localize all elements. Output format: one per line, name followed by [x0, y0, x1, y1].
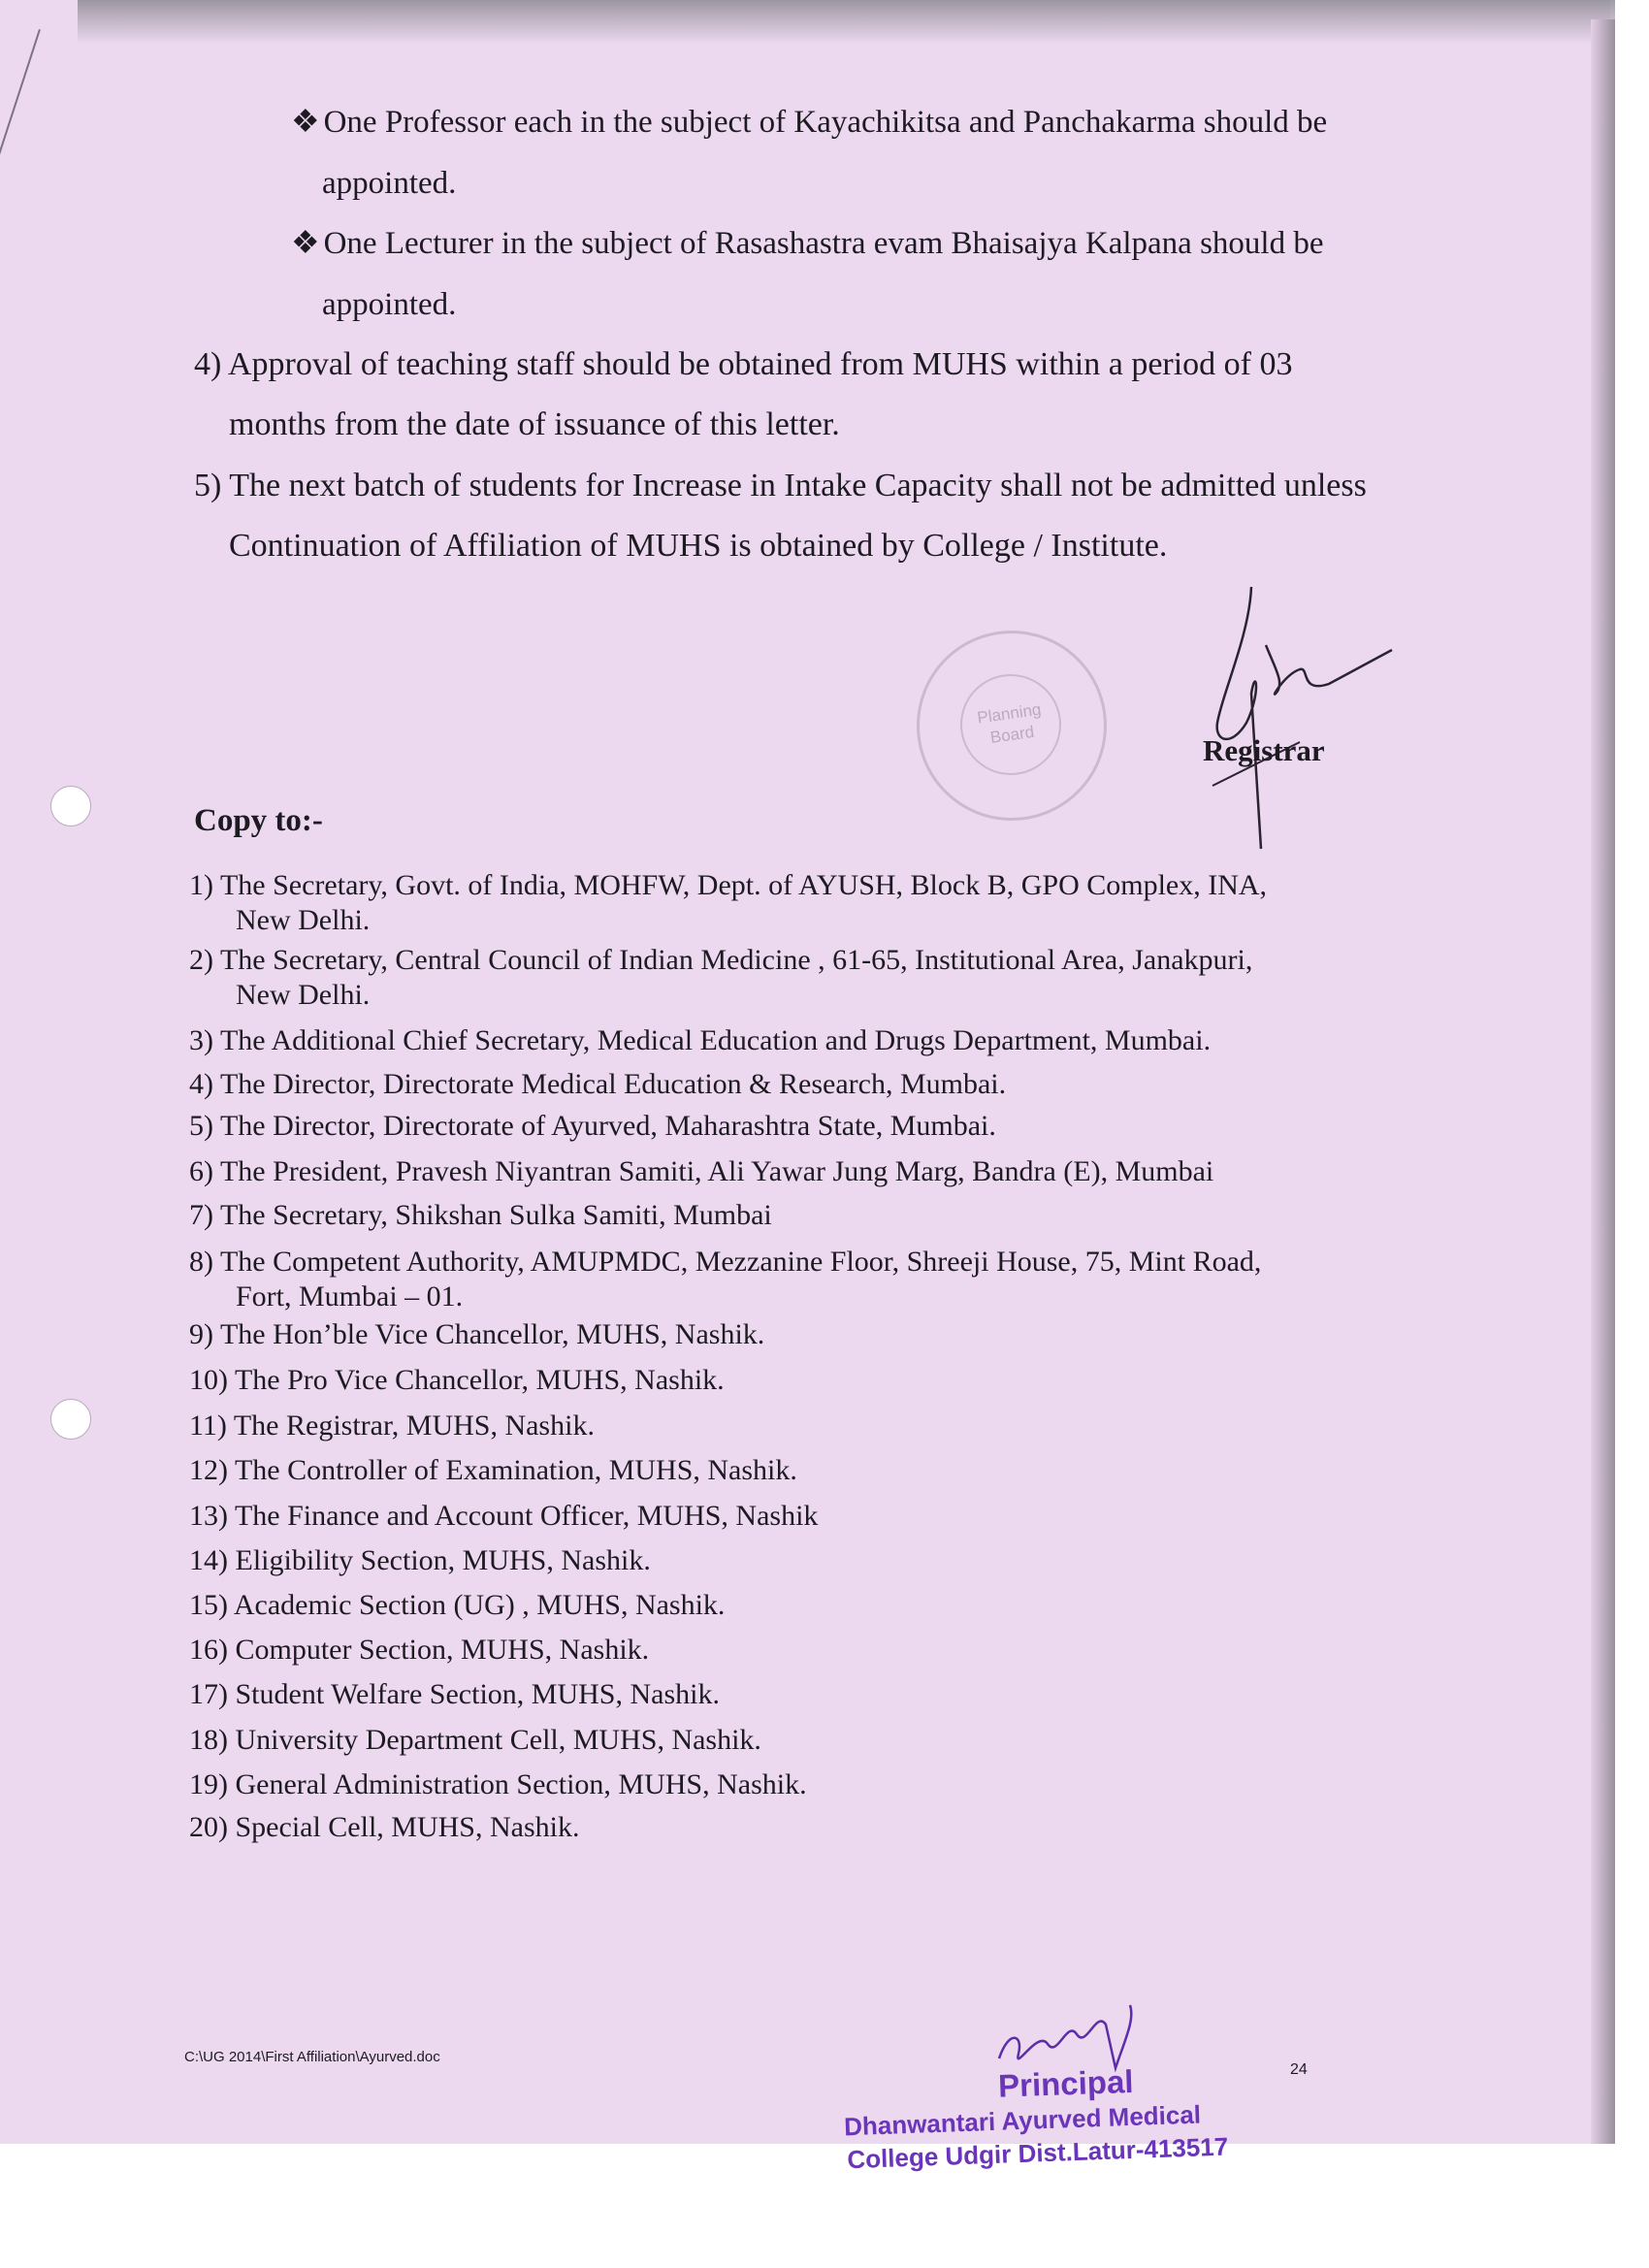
- copy-item-20: [189, 1810, 1489, 1845]
- condition-text-cont: Continuation of Affiliation of MUHS is obtained by College / Institute.: [229, 528, 1168, 564]
- copy-text: The Secretary, Shikshan Sulka Samiti, Mumbai: [219, 1199, 772, 1231]
- copy-item-11: [189, 1409, 1489, 1443]
- seal-center: [954, 667, 1067, 781]
- copy-text: Eligibility Section, MUHS, Nashik.: [235, 1544, 651, 1576]
- copy-num: 5): [189, 1110, 213, 1142]
- diamond-bullet-icon: ❖: [291, 226, 320, 261]
- principal-college-line2: College Udgir Dist.Latur-413517: [846, 2131, 1229, 2175]
- copy-text: Student Welfare Section, MUHS, Nashik.: [235, 1678, 720, 1710]
- copy-item-19: [189, 1767, 1489, 1802]
- seal-text-line1: Planning: [976, 699, 1043, 728]
- copy-item-8: [189, 1245, 1489, 1314]
- bullet-text: One Lecturer in the subject of Rasashastra evam Bhaisajya Kalpana should be: [323, 226, 1324, 261]
- condition-5: [194, 456, 1484, 576]
- copy-num: 2): [189, 944, 213, 976]
- copy-text: The Registrar, MUHS, Nashik.: [233, 1409, 595, 1442]
- copy-text: University Department Cell, MUHS, Nashik.: [235, 1724, 761, 1756]
- copy-text-cont: New Delhi.: [236, 979, 371, 1011]
- scan-top-shadow: [78, 0, 1615, 44]
- copy-text: The Secretary, Govt. of India, MOHFW, Dept. of AYUSH, Block B, GPO Complex, INA,: [219, 869, 1268, 901]
- copy-text-cont: Fort, Mumbai – 01.: [236, 1280, 464, 1312]
- principal-stamp: [842, 2059, 1252, 2177]
- copy-text: Special Cell, MUHS, Nashik.: [235, 1811, 580, 1843]
- copy-num: 13): [189, 1500, 228, 1532]
- footer-file-path: C:\UG 2014\First Affiliation\Ayurved.doc: [184, 2049, 440, 2065]
- copy-num: 20): [189, 1811, 228, 1843]
- copy-num: 14): [189, 1544, 228, 1576]
- copy-item-3: [189, 1023, 1489, 1058]
- copy-text: The Director, Directorate of Ayurved, Maharashtra State, Mumbai.: [219, 1110, 996, 1142]
- copy-num: 4): [189, 1068, 213, 1100]
- copy-text: The Pro Vice Chancellor, MUHS, Nashik.: [234, 1364, 725, 1396]
- copy-num: 19): [189, 1768, 228, 1800]
- copy-item-18: [189, 1723, 1489, 1758]
- principal-college-line1: Dhanwantari Ayurved Medical: [843, 2099, 1202, 2142]
- copy-text: The Hon’ble Vice Chancellor, MUHS, Nashik.: [219, 1318, 765, 1350]
- copy-num: 8): [189, 1246, 213, 1278]
- copy-text: The Secretary, Central Council of Indian Medicine , 61-65, Institutional Area, Janakpuri,: [219, 944, 1253, 976]
- copy-text: The Competent Authority, AMUPMDC, Mezzanine Floor, Shreeji House, 75, Mint Road,: [219, 1246, 1262, 1278]
- copy-num: 11): [189, 1409, 227, 1442]
- page-number: 24: [1290, 2061, 1308, 2078]
- registrar-label: Registrar: [1203, 733, 1325, 767]
- bullet-lecturer: [291, 213, 1484, 336]
- copy-text: Academic Section (UG) , MUHS, Nashik.: [233, 1589, 726, 1621]
- bullet-text-cont: appointed.: [322, 166, 457, 201]
- bullet-text-cont: appointed.: [322, 287, 457, 322]
- diamond-bullet-icon: ❖: [291, 105, 320, 140]
- copy-num: 18): [189, 1724, 228, 1756]
- copy-item-1: [189, 868, 1489, 938]
- copy-num: 17): [189, 1678, 228, 1710]
- punch-hole-top: [50, 786, 91, 826]
- condition-text: Approval of teaching staff should be obtained from MUHS within a period of 03: [227, 346, 1293, 382]
- bullet-professor: [291, 92, 1484, 214]
- principal-title: Principal: [997, 2062, 1135, 2104]
- bullet-text: One Professor each in the subject of Kayachikitsa and Panchakarma should be: [323, 105, 1328, 140]
- copy-text: The Finance and Account Officer, MUHS, Nashik: [234, 1500, 819, 1532]
- copy-to-heading: Copy to:-: [194, 803, 323, 838]
- condition-number: 4): [194, 346, 222, 382]
- copy-item-13: [189, 1499, 1489, 1534]
- copy-text: The Controller of Examination, MUHS, Nashik.: [234, 1454, 797, 1486]
- copy-num: 3): [189, 1024, 213, 1056]
- copy-item-4: [189, 1067, 1489, 1102]
- condition-text-cont: months from the date of issuance of this letter.: [229, 406, 840, 442]
- copy-num: 9): [189, 1318, 213, 1350]
- copy-text-cont: New Delhi.: [236, 904, 371, 936]
- copy-text: Computer Section, MUHS, Nashik.: [235, 1634, 650, 1666]
- copy-item-12: [189, 1453, 1489, 1488]
- copy-item-14: [189, 1543, 1489, 1578]
- condition-number: 5): [194, 468, 222, 503]
- punch-hole-bottom: [50, 1399, 91, 1440]
- copy-item-6: [189, 1154, 1489, 1189]
- copy-num: 10): [189, 1364, 228, 1396]
- copy-text: The President, Pravesh Niyantran Samiti, Ali Yawar Jung Marg, Bandra (E), Mumbai: [219, 1155, 1214, 1187]
- condition-text: The next batch of students for Increase in Intake Capacity shall not be admitted unless: [229, 468, 1367, 503]
- copy-item-5: [189, 1109, 1489, 1144]
- copy-num: 7): [189, 1199, 213, 1231]
- copy-item-2: [189, 943, 1489, 1013]
- condition-4: [194, 335, 1484, 455]
- copy-num: 16): [189, 1634, 228, 1666]
- university-seal: [917, 631, 1107, 821]
- copy-num: 15): [189, 1589, 228, 1621]
- copy-num: 6): [189, 1155, 213, 1187]
- copy-item-7: [189, 1198, 1489, 1233]
- scan-right-shadow: [1591, 19, 1615, 2144]
- copy-num: 1): [189, 869, 213, 901]
- registrar-signature-icon: [1193, 577, 1406, 859]
- copy-text: The Director, Directorate Medical Education & Research, Mumbai.: [219, 1068, 1007, 1100]
- copy-text: The Additional Chief Secretary, Medical Education and Drugs Department, Mumbai.: [219, 1024, 1212, 1056]
- copy-item-16: [189, 1633, 1489, 1668]
- copy-text: General Administration Section, MUHS, Nashik.: [235, 1768, 807, 1800]
- copy-item-10: [189, 1363, 1489, 1398]
- seal-text-line2: Board: [988, 722, 1036, 747]
- copy-item-15: [189, 1588, 1489, 1623]
- copy-item-17: [189, 1677, 1489, 1712]
- copy-num: 12): [189, 1454, 228, 1486]
- copy-item-9: [189, 1317, 1489, 1352]
